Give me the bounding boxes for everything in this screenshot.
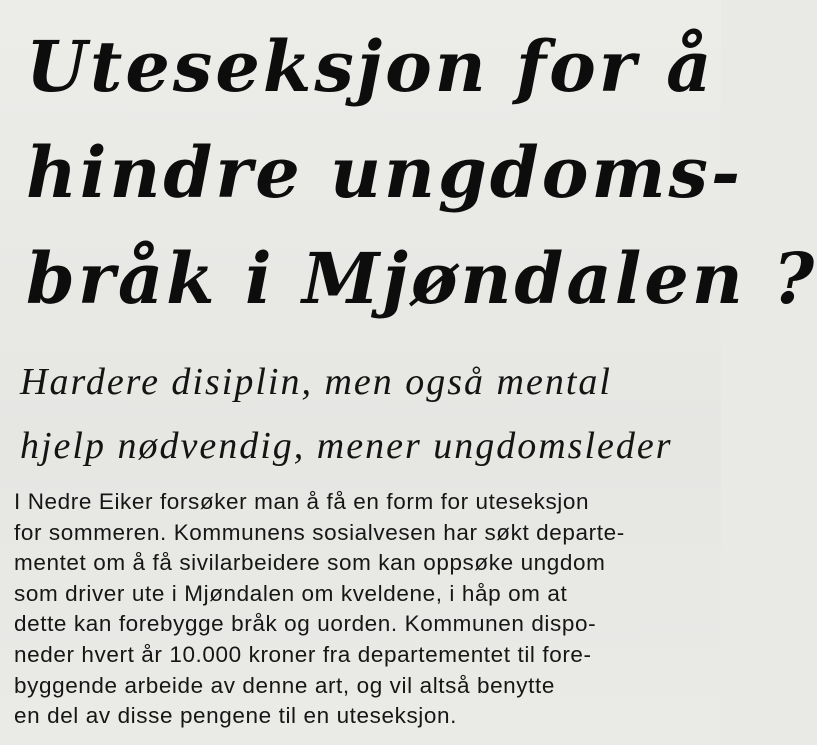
body-line: mentet om å få sivilarbeidere som kan oppsøke ungdom <box>14 550 606 576</box>
body-line: byggende arbeide av denne art, og vil altså benytte <box>14 672 555 698</box>
body-line: dette kan forebygge bråk og uorden. Kommunen dispo- <box>14 611 597 637</box>
headline-line: Uteseksjon for å <box>26 25 715 108</box>
body-line: neder hvert år 10.000 kroner fra departementet til fore- <box>14 641 592 667</box>
body-line: I Nedre Eiker forsøker man å få en form for uteseksjon <box>14 489 590 514</box>
article-body <box>14 487 714 732</box>
body-line: som driver ute i Mjøndalen om kveldene, i håp om at <box>14 580 568 606</box>
headline-line: hindre ungdoms- <box>26 131 744 214</box>
subheadline <box>20 350 720 478</box>
body-line: en del av disse pengene til en uteseksjon. <box>14 703 457 729</box>
headline <box>26 14 817 332</box>
body-line: for sommeren. Kommunens sosialvesen har søkt departe- <box>14 519 625 545</box>
headline-line: bråk i Mjøndalen ? <box>26 237 817 320</box>
subheadline-line: Hardere disiplin, men også mental <box>20 361 612 403</box>
subheadline-line: hjelp nødvendig, mener ungdomsleder <box>20 425 673 467</box>
